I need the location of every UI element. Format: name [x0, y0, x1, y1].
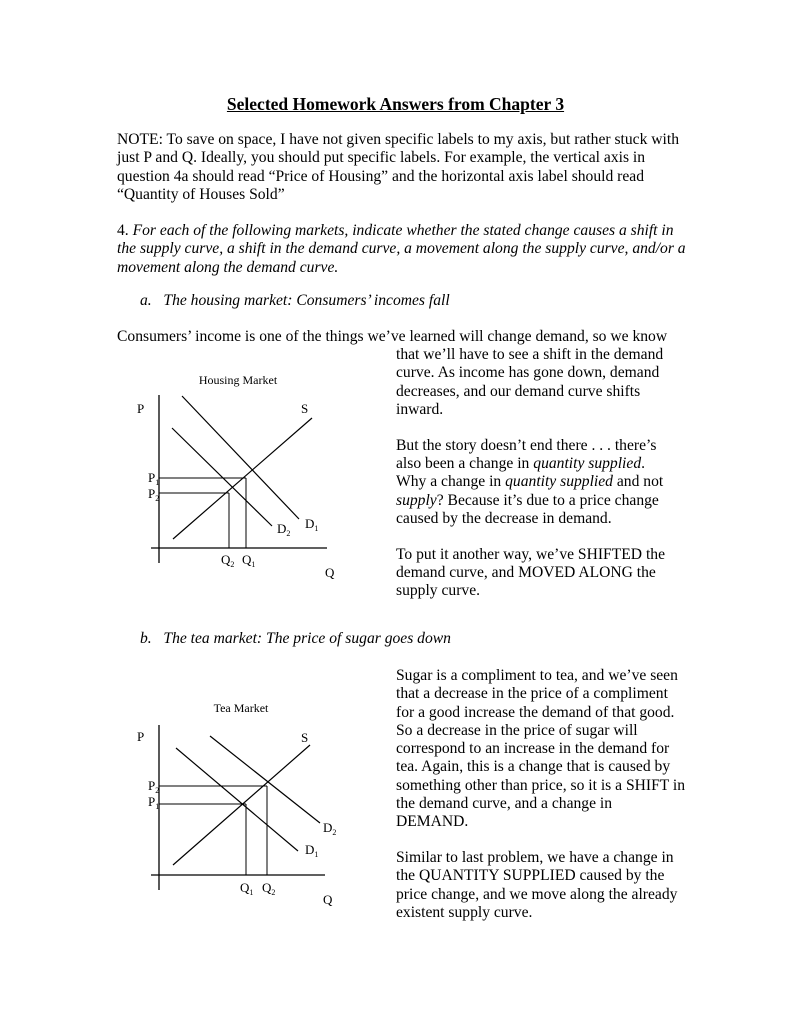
housing-graph-title: Housing Market — [198, 373, 278, 387]
tea-demand-curve-d1 — [176, 748, 298, 851]
part-a-heading: a. The housing market: Consumers’ incomes fall — [140, 292, 450, 309]
page-title: Selected Homework Answers from Chapter 3 — [226, 94, 565, 114]
note-paragraph: NOTE: To save on space, I have not given specific labels to my axis, but rather stuck with just P and Q. Ideally, you should put specific labels. For example, the vertical axis in question 4a should read “Price of Housing” and the horizontal axis label should read “Quantity of Houses Sold” — [117, 131, 680, 203]
tea-graph-title: Tea Market — [213, 701, 269, 715]
tea-q2-label: $Q_2$ — [262, 880, 276, 897]
housing-d2-label: $D_2$ — [277, 521, 291, 538]
question-4 — [117, 222, 687, 277]
tea-market-graph — [125, 695, 345, 915]
tea-supply-label: S — [301, 730, 309, 745]
tea-demand-curve-d2 — [210, 736, 320, 823]
part-a-paragraph-1: that we’ll have to see a shift in the demand curve. As income has gone down, demand decreases, and our demand curve shifts inward. — [396, 346, 664, 418]
part-a-paragraph-2: But the story doesn’t end there . . . there’s also been a change in quantity supplied. Why a change in quantity supplied and not supply? Because it’s due to a price change caused by the decrease in demand. — [396, 436, 664, 527]
housing-p-axis-label: P — [137, 401, 145, 416]
part-a-paragraph-3: To put it another way, we’ve SHIFTED the demand curve, and MOVED ALONG the supply curve. — [396, 545, 665, 600]
part-a-answer — [396, 346, 676, 601]
housing-q1-label: $Q_1$ — [242, 552, 256, 569]
housing-p1-label: $P_1$ — [148, 470, 160, 487]
question-text: For each of the following markets, indicate whether the stated change causes a shift in the supply curve, a shift in the demand curve, a movement along the supply curve, and/or a movement along the demand curve. — [117, 222, 686, 276]
part-b-heading: b. The tea market: The price of sugar goes down — [140, 630, 451, 647]
tea-d1-label: $D_1$ — [305, 842, 319, 859]
tea-p-axis-label: P — [137, 729, 145, 744]
part-b-paragraph-1: Sugar is a compliment to tea, and we’ve seen that a decrease in the price of a compliment for a good increase the demand of that good. So a decrease in the price of sugar will correspond to an increase in the demand for tea. Again, this is a change that is caused by something other than price, so it is a SHIFT in the demand curve, and a change in DEMAND. — [396, 667, 686, 831]
part-b-paragraph-2: Similar to last problem, we have a change in the QUANTITY SUPPLIED caused by the price change, and we move along the already existent supply curve. — [396, 849, 678, 922]
part-b-answer — [396, 667, 686, 922]
part-a-intro: Consumers’ income is one of the things we’ve learned will change demand, so we know — [117, 328, 668, 345]
housing-d1-label: $D_1$ — [305, 516, 319, 533]
tea-d2-label: $D_2$ — [323, 820, 337, 837]
housing-market-graph — [125, 365, 345, 585]
tea-q-axis-label: Q — [323, 892, 333, 907]
tea-p2-label: $P_2$ — [148, 778, 160, 795]
housing-q2-label: $Q_2$ — [221, 552, 235, 569]
housing-q-axis-label: Q — [325, 565, 335, 580]
housing-supply-label: S — [301, 401, 309, 416]
question-number: 4. — [117, 222, 129, 239]
housing-p2-label: $P_2$ — [148, 486, 160, 503]
housing-demand-curve-d1 — [182, 396, 299, 519]
housing-demand-curve-d2 — [172, 428, 272, 526]
tea-p1-label: $P_1$ — [148, 794, 160, 811]
tea-q1-label: $Q_1$ — [240, 880, 254, 897]
